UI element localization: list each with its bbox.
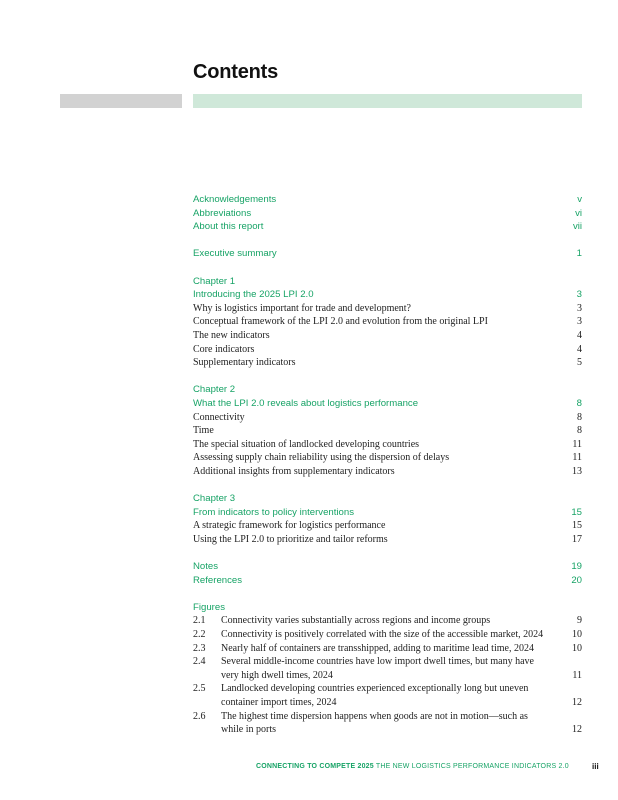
toc-subentry[interactable]: The new indicators 4 xyxy=(193,329,582,341)
entry-label: References xyxy=(193,574,243,586)
toc-entry-chapter-2[interactable] xyxy=(193,397,582,411)
toc-entry-about[interactable] xyxy=(193,220,582,234)
entry-page: 15 xyxy=(571,506,582,518)
entry-page: 1 xyxy=(576,248,582,260)
toc-entry-chapter-1[interactable] xyxy=(193,288,582,302)
entry-label: Abbreviations xyxy=(193,207,252,219)
entry-page: 8 xyxy=(576,397,582,409)
toc-subentry[interactable]: Why is logistics important for trade and development? 3 xyxy=(193,302,582,314)
entry-page: v xyxy=(577,194,582,205)
figure-entry[interactable]: 2.3 Nearly half of containers are transshipped, adding to maritime lead time, 2024 10 xyxy=(193,642,582,654)
chapter-2-label: Chapter 2 xyxy=(193,384,236,396)
toc-entry-executive-summary[interactable] xyxy=(193,247,582,261)
entry-label: Notes xyxy=(193,561,219,573)
running-footer xyxy=(256,763,569,770)
figure-entry[interactable]: 2.2 Connectivity is positively correlated with the size of the accessible market, 2024 10 xyxy=(193,629,582,640)
toc-entry-references[interactable] xyxy=(193,574,582,588)
toc-subentry[interactable]: The special situation of landlocked developing countries 11 xyxy=(193,438,582,450)
figure-entry[interactable]: 2.6 The highest time dispersion happens when goods are not in motion—such as while in ports 12 xyxy=(193,710,582,736)
decorative-green-bar xyxy=(193,94,582,108)
toc-subentry[interactable]: Connectivity 8 xyxy=(193,411,582,423)
figure-entry[interactable]: 2.4 Several middle-income countries have low import dwell times, but many have very high dwell times, 2024 11 xyxy=(193,656,582,681)
footer-subtitle: THE NEW LOGISTICS PERFORMANCE INDICATORS 2.0 xyxy=(375,763,569,770)
toc-subentry[interactable]: Conceptual framework of the LPI 2.0 and evolution from the original LPI 3 xyxy=(193,316,582,328)
toc-subentry[interactable]: A strategic framework for logistics performance 15 xyxy=(193,520,582,532)
decorative-gray-bar xyxy=(60,94,182,108)
entry-page: 20 xyxy=(571,574,582,586)
figure-entry[interactable]: 2.5 Landlocked developing countries experienced exceptionally long but uneven container import times, 2024 12 xyxy=(193,683,582,708)
toc-subentry[interactable]: Core indicators 4 xyxy=(193,343,582,355)
entry-label: What the LPI 2.0 reveals about logistics performance xyxy=(193,397,419,409)
entry-page: 3 xyxy=(576,289,582,301)
figure-entry[interactable]: 2.1 Connectivity varies substantially across regions and income groups 9 xyxy=(193,615,582,627)
toc-entry-acknowledgements[interactable] xyxy=(193,193,582,207)
figures-heading: Figures xyxy=(193,601,225,613)
page-title: Contents xyxy=(193,61,279,83)
entry-label: Introducing the 2025 LPI 2.0 xyxy=(193,289,314,301)
toc-subentry[interactable]: Additional insights from supplementary indicators 13 xyxy=(193,465,582,477)
entry-label: Acknowledgements xyxy=(193,194,277,205)
entry-page: vi xyxy=(575,207,582,219)
toc-subentry[interactable]: Time 8 xyxy=(193,425,582,437)
toc-subentry[interactable]: Using the LPI 2.0 to prioritize and tailor reforms 17 xyxy=(193,533,582,545)
entry-label: About this report xyxy=(193,221,264,233)
toc-entry-chapter-3[interactable] xyxy=(193,506,582,520)
entry-page: vii xyxy=(572,221,582,233)
table-of-contents xyxy=(193,193,582,737)
toc-entry-notes[interactable] xyxy=(193,560,582,574)
entry-label: Executive summary xyxy=(193,248,277,260)
toc-subentry[interactable]: Assessing supply chain reliability using the dispersion of delays 11 xyxy=(193,452,582,464)
entry-page: 19 xyxy=(571,561,582,573)
footer-series: CONNECTING TO COMPETE 2025 xyxy=(256,763,374,770)
toc-entry-abbreviations[interactable] xyxy=(193,207,582,221)
page-number: iii xyxy=(592,762,599,771)
chapter-1-label: Chapter 1 xyxy=(193,275,236,287)
entry-label: From indicators to policy interventions xyxy=(193,506,355,518)
chapter-3-label: Chapter 3 xyxy=(193,493,236,505)
toc-subentry[interactable]: Supplementary indicators 5 xyxy=(193,357,582,369)
